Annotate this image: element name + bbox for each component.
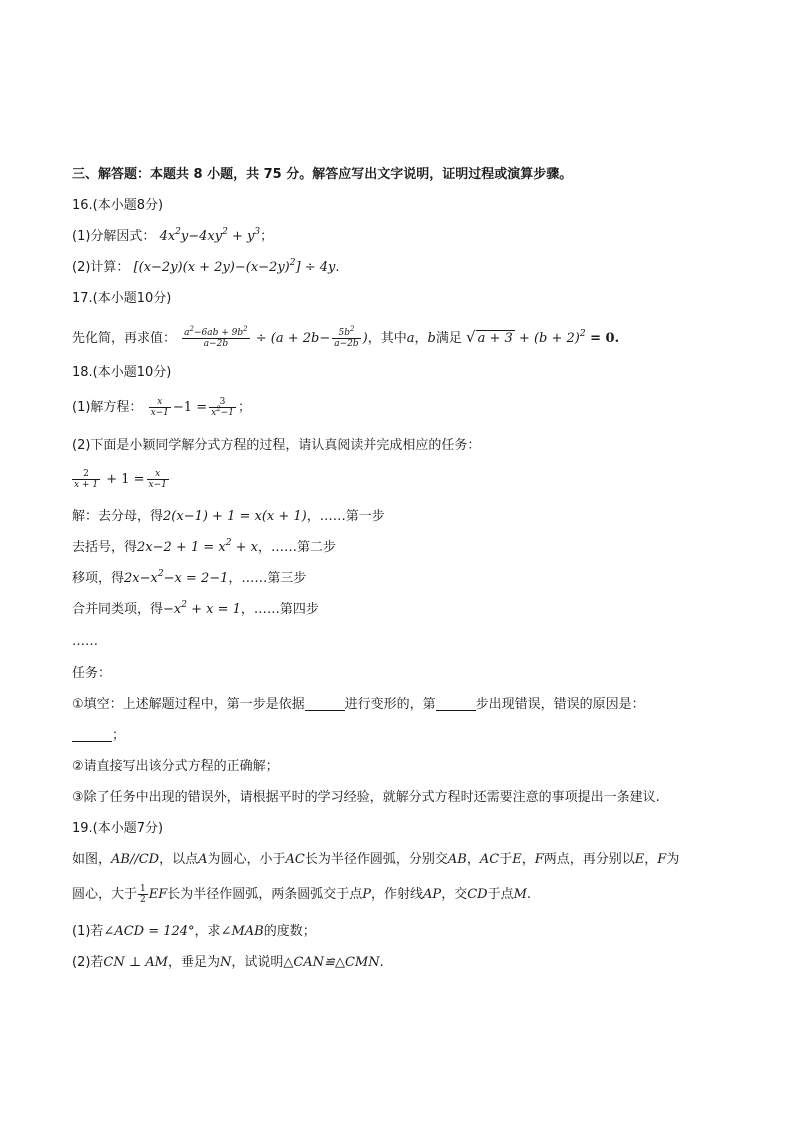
q18-task1 (72, 695, 734, 715)
q18-step2: 去括号，得$2x-2 + 1 = x^2 + x$，……第二步 (72, 538, 336, 555)
q18-part1-frac-right: $\frac{3}{x^2-1}$ (211, 397, 234, 418)
q19-l1-e: 于 (499, 852, 513, 867)
q19-p2-end: . (379, 955, 384, 970)
fill-blank-1[interactable] (305, 696, 345, 711)
q18-step2-suffix: ，……第二步 (257, 540, 336, 555)
q18-part2: (2)下面是小颖同学解分式方程的过程，请认真阅读并完成相应的任务： (72, 438, 481, 453)
q19-p1-c: 的度数； (263, 924, 316, 939)
q19-l2-a: 圆心，大于 (72, 887, 138, 902)
q19-l1-b: ，以点 (159, 852, 199, 867)
q19-p2-c: ，试说明 (231, 955, 284, 970)
q17-fraction-2: $\frac{5b^2}{a-2b}$ (334, 325, 359, 349)
q19-l1-f: 两点，再分别以 (543, 852, 635, 867)
q18-eq-frac-right: $\frac{x}{x-1}$ (148, 469, 167, 490)
q18-task1-end: ； (112, 728, 126, 743)
q19-p1-b: ，求 (194, 924, 221, 939)
q17-meets: 满足 (435, 331, 462, 346)
q17-prefix: 先化简，再求值： (72, 331, 177, 346)
q18-step3-suffix: ，……第三步 (228, 571, 307, 586)
q19-part2: (2)若CN ⊥ AM，垂足为N，试说明△CAN≌△CMN. (72, 955, 384, 970)
q18-task2: ②请直接写出该分式方程的正确解； (72, 759, 279, 774)
q16-part2: (2)计算： $[(x-2y)(x + 2y)-(x-2y)^2] \div 4y$. (72, 258, 340, 275)
q19-l1-a: 如图， (72, 852, 112, 867)
q18-step2-prefix: 去括号，得 (72, 540, 138, 555)
q18-step4-suffix: ，……第四步 (240, 602, 319, 617)
q18-part1-frac-left: $\frac{x}{x-1}$ (150, 397, 169, 418)
q18-equation: $\frac{2}{x + 1}$ + 1 = $\frac{x}{x-1}$ (74, 469, 167, 490)
fill-blank-2[interactable] (436, 696, 476, 711)
q19-l2-end: . (526, 887, 532, 902)
q16-part1: (1)分解因式： $4x^2y-4xy^2 + y^3$； (72, 227, 274, 244)
q19-p2-a: (2)若 (72, 955, 104, 970)
q19-line2: 圆心，大于 $\frac{1}{2}$ EF长为半径作圆弧，两条圆弧交于点P，作射线AP，交CD于点M. (72, 884, 532, 905)
q18-task1-b: 进行变形的，第 (344, 697, 436, 712)
q17-body: 先化简，再求值： $\frac{a^2-6ab + 9b^2}{a-2b}$ ÷ (a + 2b− $\frac{5b^2}{a-2b}$ )，其中a，b满足 √ $a + 3 + (b + 2)^2 = 0$. (72, 325, 620, 349)
q19-header: 19.(本小题7分) (72, 821, 164, 836)
q19-l1-g: 为 (666, 852, 680, 867)
q18-task1-c: 步出现错误，错误的原因是： (475, 697, 645, 712)
q18-task-label: 任务： (72, 666, 112, 681)
fill-blank-3[interactable] (72, 727, 112, 742)
q16-header: 16.(本小题8分) (72, 198, 164, 213)
q19-half-fraction: $\frac{1}{2}$ (140, 884, 146, 905)
q18-eq-frac-left: $\frac{2}{x + 1}$ (74, 469, 99, 490)
q18-part1: (1)解方程： $\frac{x}{x-1}$ −1 = $\frac{3}{x^2-1}$ ； (72, 397, 251, 418)
q18-step1: 解：去分母，得2(x−1) + 1 = x(x + 1)，……第一步 (72, 509, 385, 524)
q18-step1-suffix: ，……第一步 (306, 509, 385, 524)
q17-where: ，其中 (367, 331, 407, 346)
q18-step4: 合并同类项，得$-x^2 + x = 1$，……第四步 (72, 600, 319, 617)
q19-l1-d: 长为半径作圆弧，分别交 (304, 852, 448, 867)
section-heading: 三、解答题：本题共 8 小题，共 75 分。解答应写出文字说明，证明过程或演算步骤。 (72, 167, 573, 182)
q17-fraction-1: $\frac{a^2-6ab + 9b^2}{a-2b}$ (184, 325, 248, 349)
q18-task1-cont (72, 726, 734, 746)
q17-equals-zero: = 0. (585, 331, 620, 346)
q19-l2-d: ，交 (441, 887, 468, 902)
q17-header: 17.(本小题10分) (72, 291, 172, 306)
q16-part1-expression: $4x^2y-4xy^2 + y^3$ (159, 227, 261, 244)
q18-step4-prefix: 合并同类项，得 (72, 602, 164, 617)
q19-l1-c: 为圆心，小于 (207, 852, 286, 867)
q16-part2-label: (2)计算： (72, 260, 130, 275)
q19-l2-b: 长为半径作圆弧，两条圆弧交于点 (167, 887, 363, 902)
q18-step1-prefix: 解：去分母，得 (72, 509, 164, 524)
q19-l2-e: 于点 (487, 887, 514, 902)
q18-part1-label: (1)解方程： (72, 400, 143, 415)
q18-ellipsis: …… (72, 634, 98, 649)
q19-p2-b: ，垂足为 (167, 955, 220, 970)
q18-task3: ③除了任务中出现的错误外，请根据平时的学习经验，就解分式方程时还需要注意的事项提出一条建议. (72, 790, 660, 805)
q19-line1: 如图，AB//CD，以点A为圆心，小于AC长为半径作圆弧，分别交AB，AC于E，F两点，再分别以E，F为 (72, 852, 680, 867)
q18-step3: 移项，得$2x-x^2-x = 2-1$，……第三步 (72, 569, 307, 586)
q19-p1-a: (1)若 (72, 924, 104, 939)
q18-task1-a: ①填空：上述解题过程中，第一步是依据 (72, 697, 305, 712)
sqrt-icon: √ (466, 328, 476, 346)
q19-part1: (1)若∠ACD = 124°，求∠MAB的度数； (72, 924, 316, 939)
q19-l2-c: ，作射线 (371, 887, 424, 902)
q16-part2-expression: $[(x-2y)(x + 2y)-(x-2y)^2] \div 4y$ (133, 258, 336, 275)
q16-part1-label: (1)分解因式： (72, 229, 156, 244)
q18-step3-prefix: 移项，得 (72, 571, 125, 586)
q18-header: 18.(本小题10分) (72, 365, 172, 380)
